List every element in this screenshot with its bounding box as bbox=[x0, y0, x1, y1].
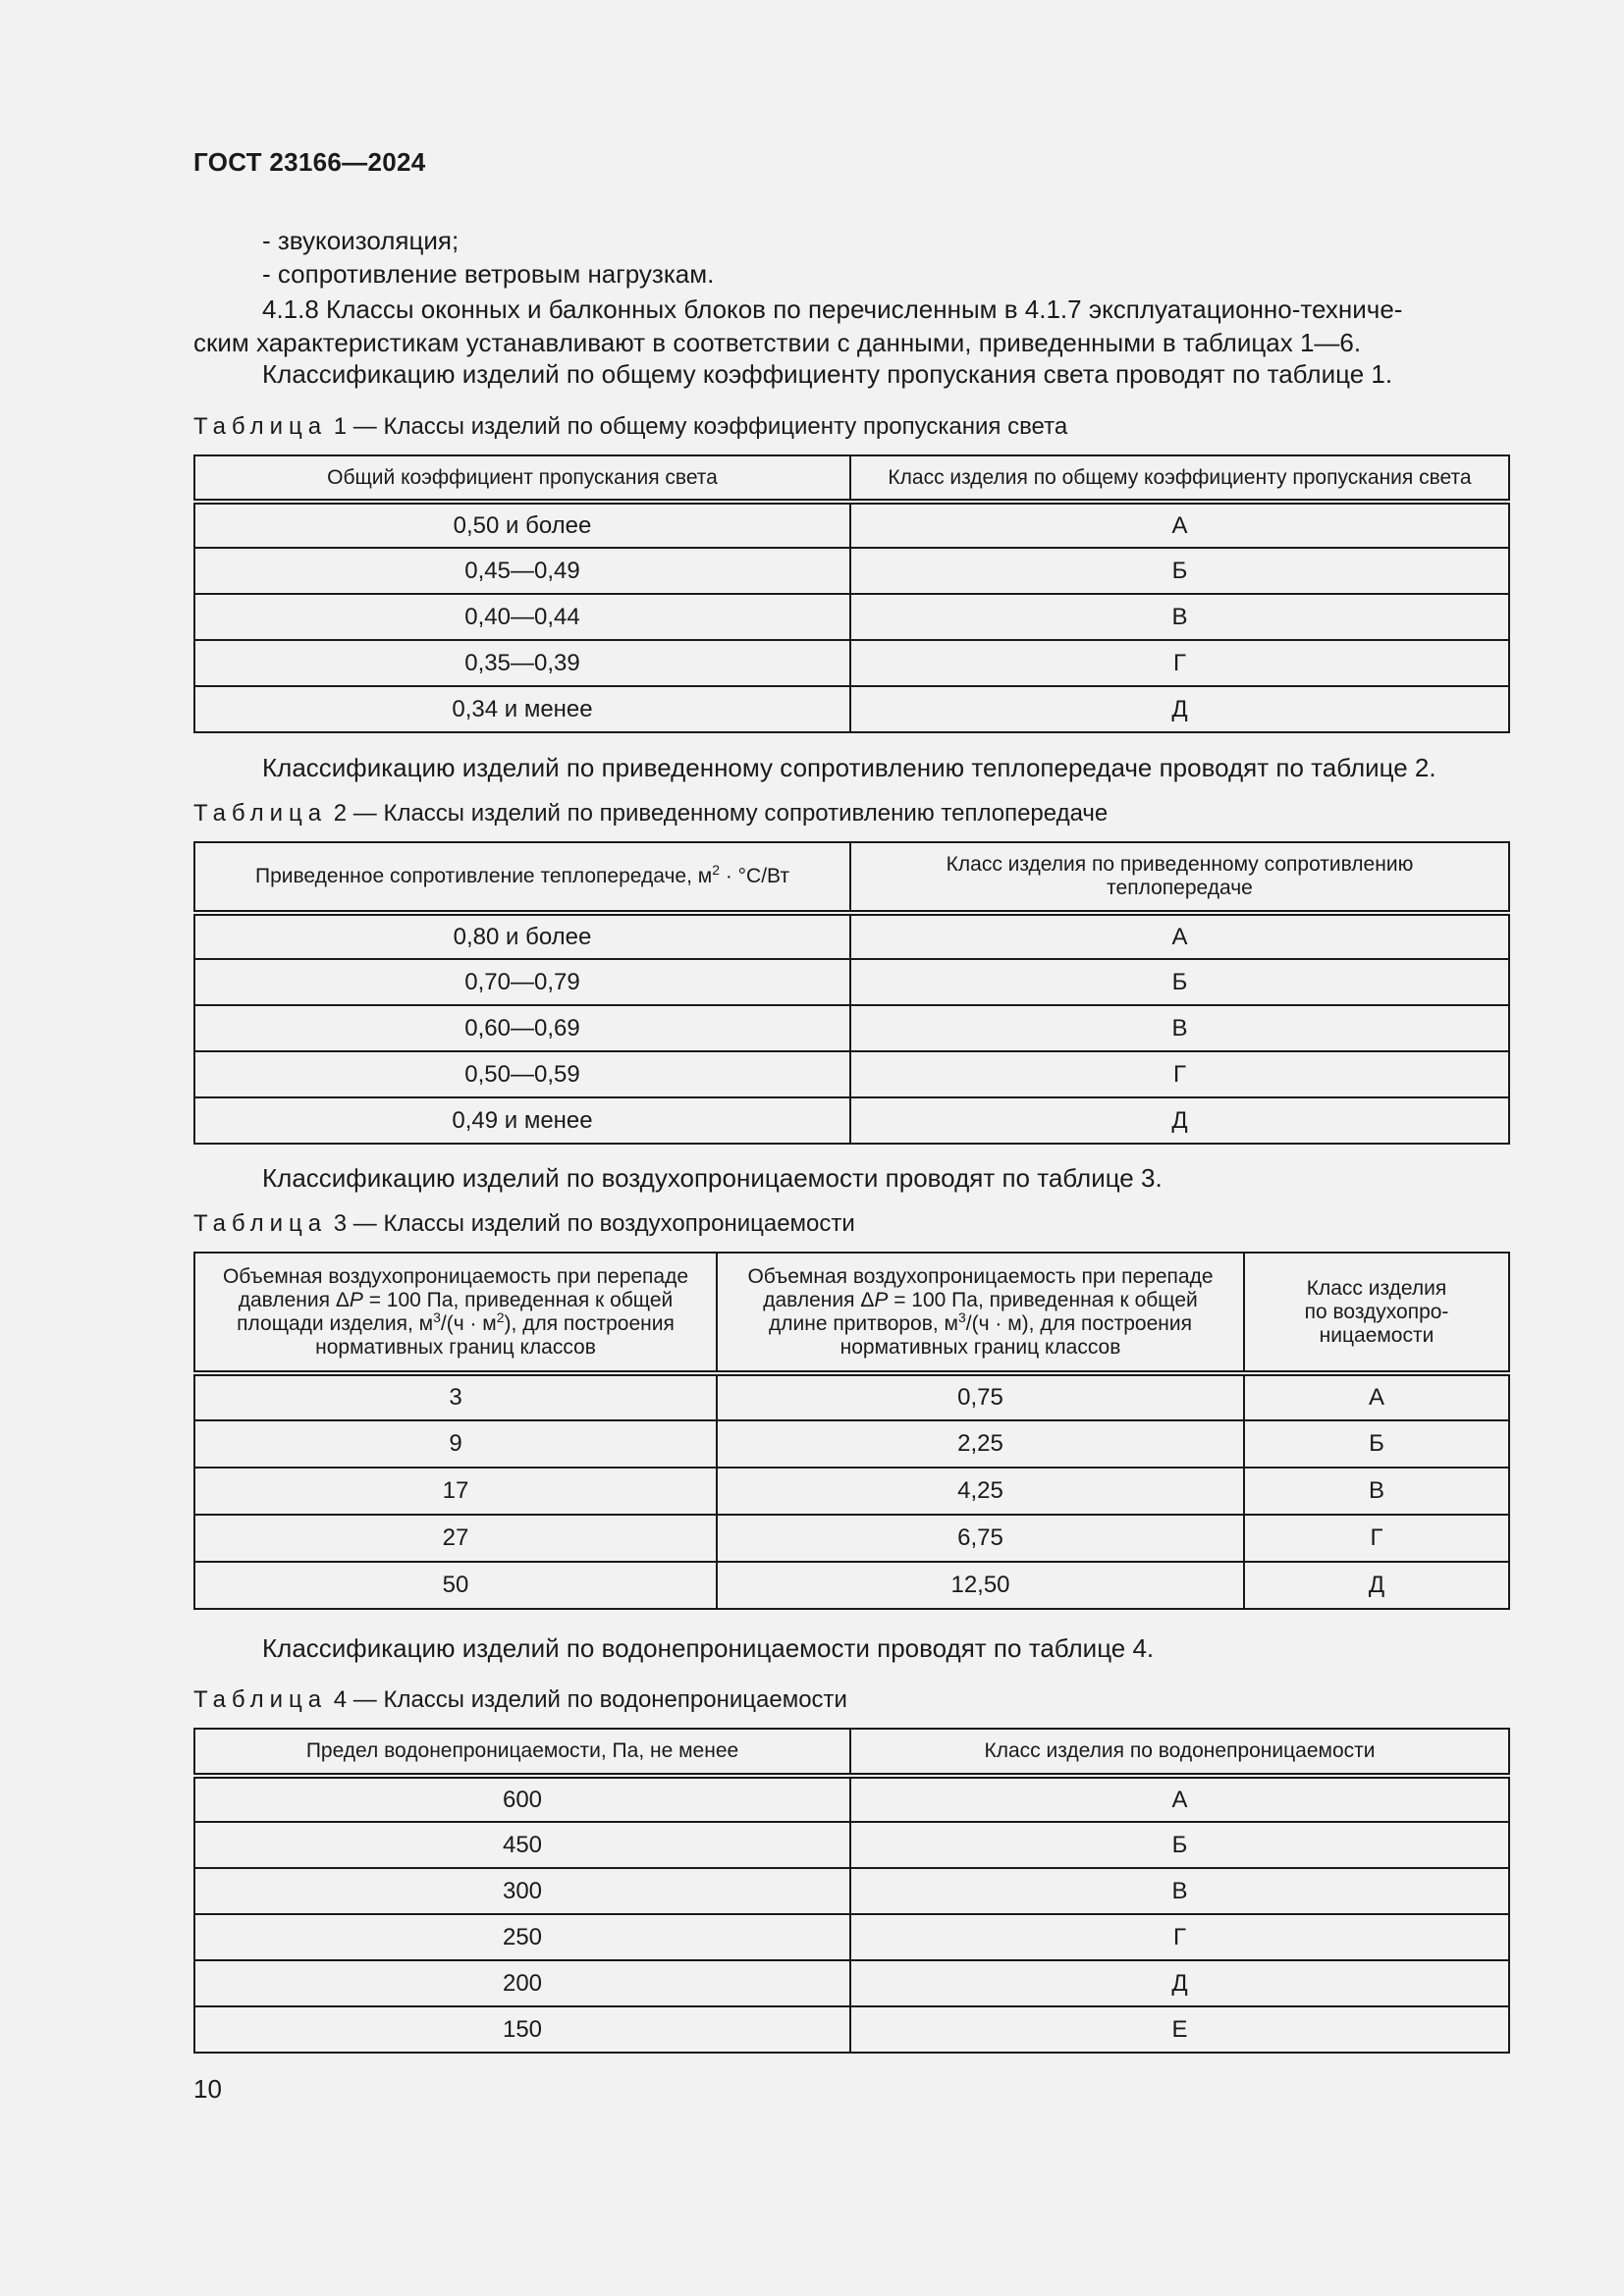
table-2-caption bbox=[193, 800, 1108, 828]
table-cell: 300 bbox=[194, 1868, 850, 1914]
table-cell: Г bbox=[1244, 1515, 1509, 1562]
table-cell: 200 bbox=[194, 1960, 850, 2006]
table-cell: 17 bbox=[194, 1468, 717, 1515]
table-row bbox=[194, 1562, 1509, 1609]
table-row bbox=[194, 1914, 1509, 1960]
table-cell: А bbox=[850, 913, 1509, 959]
table-cell: А bbox=[850, 1776, 1509, 1822]
table-cell: Г bbox=[850, 1914, 1509, 1960]
table-header-cell: Класс изделия по приведенному сопротивлению теплопередаче bbox=[850, 842, 1509, 913]
intro-table-4: Классификацию изделий по водонепроницаемости проводят по таблице 4. bbox=[262, 1633, 1155, 1663]
table-cell: Д bbox=[850, 686, 1509, 732]
table-row bbox=[194, 1960, 1509, 2006]
table-row bbox=[194, 640, 1509, 686]
table-row bbox=[194, 2006, 1509, 2053]
table-cell: 150 bbox=[194, 2006, 850, 2053]
header-text: /(ч · м), для построения нормативных границ классов bbox=[839, 1311, 1192, 1359]
table-row bbox=[194, 1776, 1509, 1822]
table-header-cell: Класс изделия по водонепроницаемости bbox=[850, 1729, 1509, 1776]
table-cell: 27 bbox=[194, 1515, 717, 1562]
table-row bbox=[194, 1868, 1509, 1914]
table-cell: 0,60—0,69 bbox=[194, 1005, 850, 1051]
table-cell: 0,50 и более bbox=[194, 502, 850, 548]
table-cell: 0,40—0,44 bbox=[194, 594, 850, 640]
table-cell: 450 bbox=[194, 1822, 850, 1868]
table-cell: Д bbox=[850, 1097, 1509, 1144]
paragraph-line: 4.1.8 Классы оконных и балконных блоков по перечисленным в 4.1.7 эксплуатационно-техниче- bbox=[262, 294, 1403, 324]
caption-text: 1 — Классы изделий по общему коэффициенту пропускания света bbox=[327, 413, 1068, 440]
table-cell: 250 bbox=[194, 1914, 850, 1960]
table-cell: 0,34 и менее bbox=[194, 686, 850, 732]
caption-word: Таблица bbox=[193, 800, 328, 827]
table-row bbox=[194, 1822, 1509, 1868]
table-row bbox=[194, 959, 1509, 1005]
table-cell: Г bbox=[850, 640, 1509, 686]
table-cell: 0,50—0,59 bbox=[194, 1051, 850, 1097]
header-text: /(ч · м bbox=[440, 1311, 497, 1335]
table-row bbox=[194, 594, 1509, 640]
table-cell: 2,25 bbox=[717, 1420, 1244, 1468]
table-cell: Д bbox=[850, 1960, 1509, 2006]
table-cell: 0,45—0,49 bbox=[194, 548, 850, 594]
intro-table-3: Классификацию изделий по воздухопроницаемости проводят по таблице 3. bbox=[262, 1163, 1163, 1193]
table-cell: А bbox=[850, 502, 1509, 548]
table-header-cell bbox=[194, 842, 850, 913]
bullet-item: - звукоизоляция; bbox=[262, 226, 460, 255]
table-row bbox=[194, 548, 1509, 594]
table-row bbox=[194, 686, 1509, 732]
table-header-cell: Класс изделия по общему коэффициенту пропускания света bbox=[850, 455, 1509, 502]
table-cell: В bbox=[1244, 1468, 1509, 1515]
table-cell: Г bbox=[850, 1051, 1509, 1097]
table-header-cell: Предел водонепроницаемости, Па, не менее bbox=[194, 1729, 850, 1776]
table-row bbox=[194, 1051, 1509, 1097]
table-cell: 9 bbox=[194, 1420, 717, 1468]
table-1 bbox=[193, 454, 1510, 733]
table-cell: 4,25 bbox=[717, 1468, 1244, 1515]
document-header: ГОСТ 23166—2024 bbox=[193, 147, 426, 177]
table-3-caption bbox=[193, 1210, 855, 1238]
superscript: 3 bbox=[433, 1308, 441, 1325]
superscript: 2 bbox=[712, 862, 720, 878]
header-text: P bbox=[349, 1288, 363, 1311]
table-cell: Б bbox=[850, 959, 1509, 1005]
paragraph-4-1-8 bbox=[193, 293, 1507, 359]
table-header-cell bbox=[194, 1253, 717, 1373]
intro-table-2: Классификацию изделий по приведенному сопротивлению теплопередаче проводят по таблице 2. bbox=[262, 753, 1436, 782]
header-text: Приведенное сопротивление теплопередаче, м bbox=[255, 865, 713, 887]
table-header-cell: Класс изделия по воздухопро-ницаемости bbox=[1244, 1253, 1509, 1373]
table-cell: Б bbox=[1244, 1420, 1509, 1468]
table-cell: 0,35—0,39 bbox=[194, 640, 850, 686]
header-text: P bbox=[874, 1288, 889, 1311]
table-cell: 0,80 и более bbox=[194, 913, 850, 959]
table-row bbox=[194, 502, 1509, 548]
table-row bbox=[194, 1515, 1509, 1562]
table-2 bbox=[193, 841, 1510, 1145]
table-cell: 50 bbox=[194, 1562, 717, 1609]
table-cell: В bbox=[850, 1005, 1509, 1051]
table-cell: 0,49 и менее bbox=[194, 1097, 850, 1144]
superscript: 2 bbox=[496, 1308, 505, 1325]
table-header-cell bbox=[717, 1253, 1244, 1373]
table-cell: 3 bbox=[194, 1373, 717, 1420]
paragraph-line: ским характеристикам устанавливают в соответствии с данными, приведенными в таблицах 1—6. bbox=[193, 328, 1362, 357]
table-cell: Б bbox=[850, 1822, 1509, 1868]
table-1-caption bbox=[193, 413, 1067, 441]
header-text: = 100 Па, приведенная к общей площади изделия, м bbox=[237, 1288, 674, 1335]
header-text: ), для построения нормативных границ классов bbox=[315, 1311, 675, 1359]
table-row bbox=[194, 1373, 1509, 1420]
table-cell: В bbox=[850, 1868, 1509, 1914]
header-text: Объемная воздухопроницаемость при перепаде давления Δ bbox=[747, 1264, 1214, 1311]
caption-word: Таблица bbox=[193, 1686, 328, 1713]
header-text: · °С/Вт bbox=[720, 865, 789, 887]
table-row bbox=[194, 1468, 1509, 1515]
header-text: Объемная воздухопроницаемость при перепаде давления Δ bbox=[222, 1264, 689, 1311]
caption-text: 4 — Классы изделий по водонепроницаемости bbox=[327, 1686, 847, 1713]
caption-text: 3 — Классы изделий по воздухопроницаемости bbox=[327, 1210, 855, 1237]
table-cell: 0,75 bbox=[717, 1373, 1244, 1420]
table-cell: Б bbox=[850, 548, 1509, 594]
page-number: 10 bbox=[193, 2074, 222, 2104]
caption-word: Таблица bbox=[193, 413, 328, 440]
table-3 bbox=[193, 1252, 1510, 1610]
table-cell: В bbox=[850, 594, 1509, 640]
table-4 bbox=[193, 1728, 1510, 2054]
caption-word: Таблица bbox=[193, 1210, 328, 1237]
table-cell: Е bbox=[850, 2006, 1509, 2053]
table-cell: 600 bbox=[194, 1776, 850, 1822]
header-text: = 100 Па, приведенная к общей длине притворов, м bbox=[769, 1288, 1198, 1335]
table-cell: Д bbox=[1244, 1562, 1509, 1609]
table-cell: 0,70—0,79 bbox=[194, 959, 850, 1005]
table-row bbox=[194, 913, 1509, 959]
caption-text: 2 — Классы изделий по приведенному сопротивлению теплопередаче bbox=[327, 800, 1109, 827]
table-4-caption bbox=[193, 1686, 847, 1714]
table-row bbox=[194, 1420, 1509, 1468]
table-row bbox=[194, 1097, 1509, 1144]
table-cell: А bbox=[1244, 1373, 1509, 1420]
intro-table-1: Классификацию изделий по общему коэффициенту пропускания света проводят по таблице 1. bbox=[262, 359, 1393, 389]
table-header-cell: Общий коэффициент пропускания света bbox=[194, 455, 850, 502]
table-cell: 12,50 bbox=[717, 1562, 1244, 1609]
table-row bbox=[194, 1005, 1509, 1051]
superscript: 3 bbox=[958, 1308, 966, 1325]
table-cell: 6,75 bbox=[717, 1515, 1244, 1562]
bullet-item: - сопротивление ветровым нагрузкам. bbox=[262, 259, 715, 289]
